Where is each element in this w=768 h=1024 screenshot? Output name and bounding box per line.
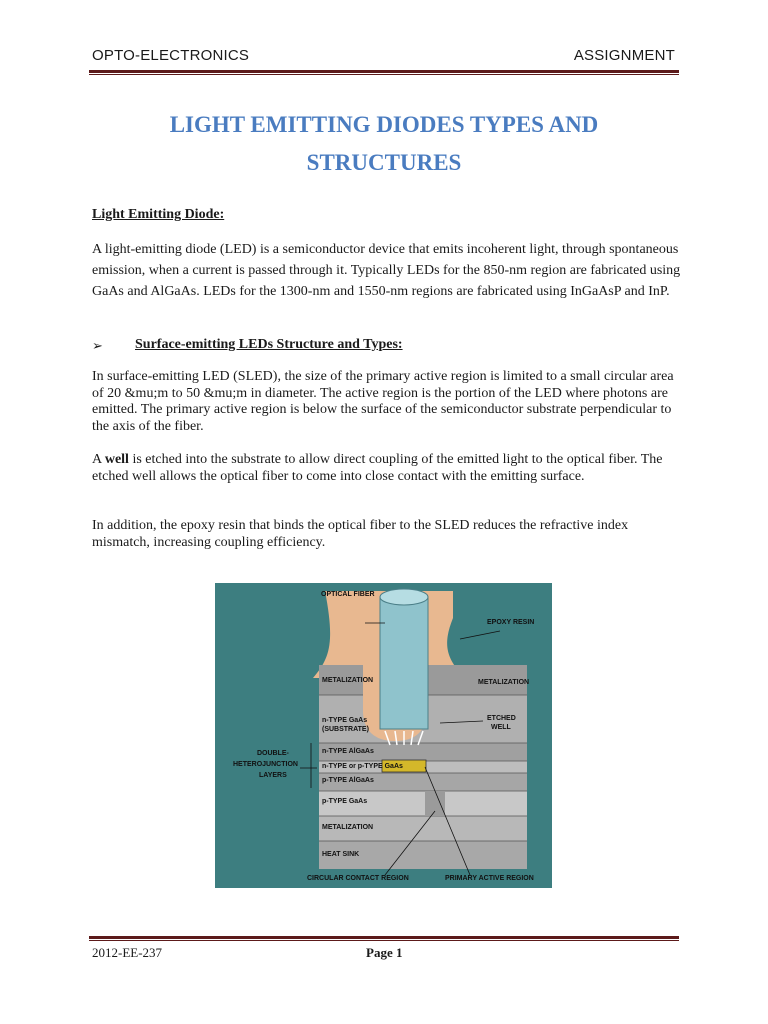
footer-page-number: Page 1 bbox=[366, 945, 403, 960]
label-primary-active: PRIMARY ACTIVE REGION bbox=[445, 875, 534, 882]
sled-structure-figure bbox=[215, 583, 552, 888]
header-course: OPTO-ELECTRONICS bbox=[92, 47, 250, 64]
paragraph-sled-1: In surface-emitting LED (SLED), the size of the primary active region is limited to a small circular area of 20 &mu;m to 50 &mu;m in diameter. The active region is the portion of the LED where photons are emitted. The primary active region is below the surface of the semiconductor substrate perpendicular to the axis of the fiber. bbox=[92, 369, 674, 434]
title-line-2: STRUCTURES bbox=[306, 150, 462, 175]
optical-fiber-top bbox=[380, 589, 428, 605]
footer-rule bbox=[89, 936, 679, 941]
paragraph-sled-3: In addition, the epoxy resin that binds the optical fiber to the SLED reduces the refractive index mismatch, increasing coupling efficiency. bbox=[92, 518, 629, 550]
section-heading-led: Light Emitting Diode: bbox=[92, 207, 225, 222]
label-well: WELL bbox=[491, 724, 511, 731]
page-title bbox=[89, 106, 679, 182]
para2-prefix: A bbox=[92, 452, 105, 467]
optical-fiber bbox=[380, 597, 428, 729]
sled-diagram bbox=[215, 583, 552, 888]
label-metalization-bottom: METALIZATION bbox=[322, 824, 374, 831]
paragraph-led-intro: A light-emitting diode (LED) is a semiconductor device that emits incoherent light, through spontaneous emission, when a current is passed through it. Typically LEDs for the 850-nm region are fabricated using GaAs and AlGaAs. LEDs for the 1300-nm and 1550-nm regions are fabricated using InGaAsP and InP. bbox=[92, 242, 681, 299]
para2-rest: is etched into the substrate to allow direct coupling of the emitted light to the optical fiber. The etched well allows the optical fiber to come into close contact with the emitting surface. bbox=[92, 452, 663, 484]
label-etched: ETCHED bbox=[487, 715, 516, 722]
circular-contact bbox=[425, 791, 445, 816]
para2-bold-well: well bbox=[104, 452, 129, 467]
footer-roll-number: 2012-EE-237 bbox=[92, 945, 163, 960]
paragraph-sled-2 bbox=[92, 452, 682, 485]
label-optical-fiber: OPTICAL FIBER bbox=[321, 591, 375, 598]
header-assignment: ASSIGNMENT bbox=[573, 47, 675, 64]
label-heat-sink: HEAT SINK bbox=[322, 851, 360, 858]
section-heading-sled: Surface-emitting LEDs Structure and Types: bbox=[135, 337, 403, 352]
label-ntype-gaas: n-TYPE GaAs bbox=[322, 717, 368, 724]
label-ntype-algaas: n-TYPE AlGaAs bbox=[322, 748, 374, 755]
label-circular-contact: CIRCULAR CONTACT REGION bbox=[307, 875, 409, 882]
bullet-arrow-icon: ➢ bbox=[92, 338, 103, 353]
label-layers: LAYERS bbox=[259, 772, 287, 779]
label-double: DOUBLE- bbox=[257, 750, 289, 757]
label-ptype-gaas: p-TYPE GaAs bbox=[322, 798, 368, 805]
label-metalization-right: METALIZATION bbox=[478, 679, 530, 686]
label-np-type-gaas: n-TYPE or p-TYPE GaAs bbox=[322, 763, 403, 770]
title-line-1: LIGHT EMITTING DIODES TYPES AND bbox=[169, 112, 599, 137]
label-epoxy-resin: EPOXY RESIN bbox=[487, 619, 535, 626]
label-metalization-left: METALIZATION bbox=[322, 677, 374, 684]
label-heterojunction: HETEROJUNCTION bbox=[233, 761, 298, 768]
label-ptype-algaas: p-TYPE AlGaAs bbox=[322, 777, 374, 784]
label-substrate: (SUBSTRATE) bbox=[322, 726, 369, 733]
header-rule bbox=[89, 70, 679, 75]
